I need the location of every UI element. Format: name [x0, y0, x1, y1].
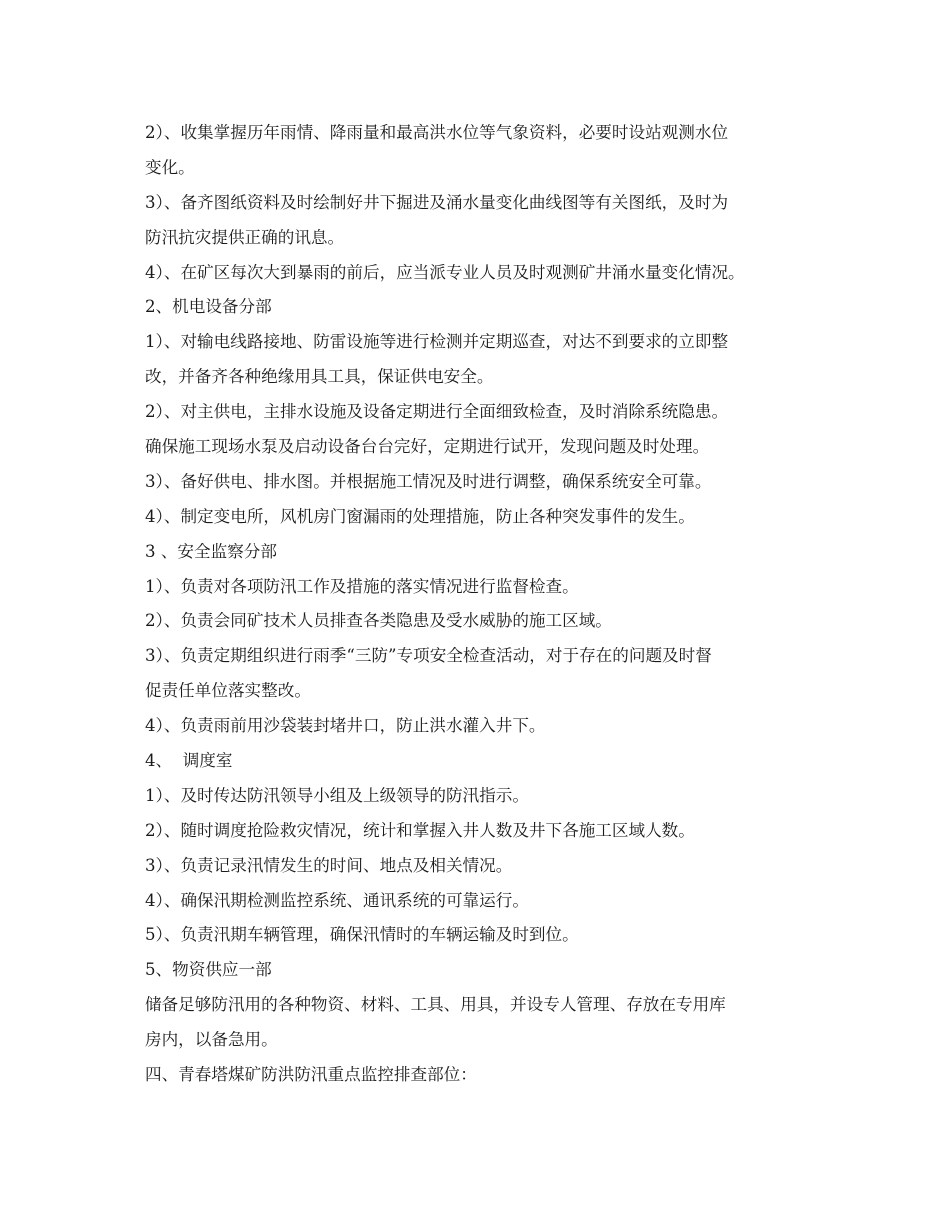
- text-line: 4）、制定变电所，风机房门窗漏雨的处理措施，防止各种突发事件的发生。: [145, 506, 695, 526]
- text-line: 防汛抗灾提供正确的讯息。: [145, 227, 345, 247]
- text-line: 储备足够防汛用的各种物资、材料、工具、用具，并设专人管理、存放在专用库: [145, 995, 726, 1015]
- text-line: 促责任单位落实整改。: [145, 681, 311, 701]
- text-line: 房内，以备急用。: [145, 1030, 278, 1050]
- text-line: 3）、备齐图纸资料及时绘制好井下掘进及涌水量变化曲线图等有关图纸，及时为: [145, 192, 729, 212]
- text-line: 2）、对主供电，主排水设施及设备定期进行全面细致检查，及时消除系统隐患。: [145, 402, 729, 422]
- section-heading: 5、物资供应一部: [145, 960, 272, 980]
- text-line: 4）、在矿区每次大到暴雨的前后，应当派专业人员及时观测矿井涌水量变化情况。: [145, 262, 745, 282]
- text-line: 2）、收集掌握历年雨情、降雨量和最高洪水位等气象资料，必要时设站观测水位: [145, 123, 729, 142]
- text-line: 2）、负责会同矿技术人员排查各类隐患及受水威胁的施工区域。: [145, 611, 612, 631]
- text-line: 4）、确保汛期检测监控系统、通讯系统的可靠运行。: [145, 890, 529, 910]
- text-line: 3）、负责记录汛情发生的时间、地点及相关情况。: [145, 855, 513, 875]
- text-line: 1）、对输电线路接地、防雷设施等进行检测并定期巡查，对达不到要求的立即整: [145, 332, 729, 352]
- text-line: 改，并备齐各种绝缘用具工具，保证供电安全。: [145, 367, 494, 387]
- section-heading: 3 、安全监察分部: [145, 541, 277, 561]
- text-line: 3）、负责定期组织进行雨季“三防”专项安全检查活动，对于存在的问题及时督: [145, 646, 712, 666]
- text-line: 5）、负责汛期车辆管理，确保汛情时的车辆运输及时到位。: [145, 925, 579, 945]
- text-line: 确保施工现场水泵及启动设备台台完好，定期进行试开，发现问题及时处理。: [145, 437, 710, 457]
- section-heading: 2、机电设备分部: [145, 297, 272, 317]
- section-heading: 四、青春塔煤矿防洪防汛重点监控排查部位：: [145, 1065, 477, 1085]
- section-heading: 4、 调度室: [145, 751, 233, 771]
- text-line: 1）、及时传达防汛领导小组及上级领导的防汛指示。: [145, 785, 529, 805]
- text-line: 变化。: [145, 157, 195, 177]
- document-body: [145, 116, 825, 1093]
- text-line: 2）、随时调度抢险救灾情况，统计和掌握入井人数及井下各施工区域人数。: [145, 820, 695, 840]
- text-line: 3）、备好供电、排水图。并根据施工情况及时进行调整，确保系统安全可靠。: [145, 471, 712, 491]
- text-line: 1）、负责对各项防汛工作及措施的落实情况进行监督检查。: [145, 576, 579, 596]
- text-line: 4）、负责雨前用沙袋装封堵井口，防止洪水灌入井下。: [145, 716, 546, 736]
